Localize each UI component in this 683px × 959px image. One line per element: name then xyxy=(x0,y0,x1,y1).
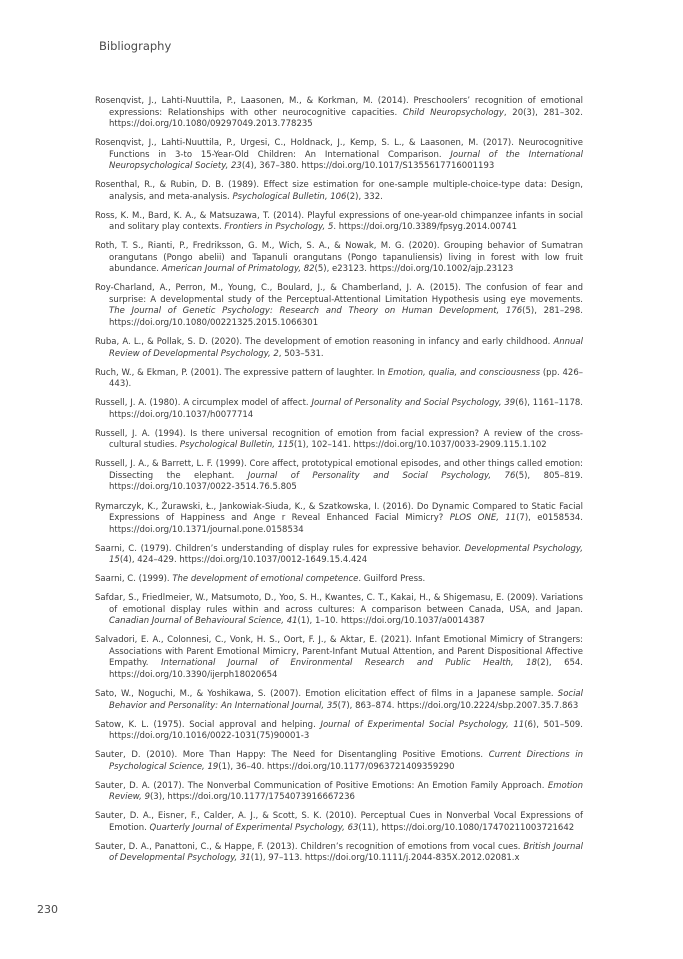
reference-entry xyxy=(95,241,583,276)
reference-entry xyxy=(95,544,583,567)
reference-source: The Journal of Genetic Psychology: Research and Theory on Human Development, 176 xyxy=(109,306,523,317)
reference-source: The development of emotional competence xyxy=(172,574,359,585)
reference-list xyxy=(95,96,583,873)
reference-text: Roth, T. S., Rianti, P., Fredriksson, G. M., Wich, S. A., & Nowak, M. G. (2020). Grouping behavior of Sumatran orangutans (Pongo abelii) and Tapanuli orangutans (Pongo tapanuliensis) living in forest with low fruit abundance. xyxy=(95,241,583,275)
reference-entry xyxy=(95,138,583,173)
reference-entry xyxy=(95,398,583,421)
reference-text: Roy-Charland, A., Perron, M., Young, C., Boulard, J., & Chamberland, J. A. (2015). The confusion of fear and surprise: A developmental study of the Perceptual-Attentional Limitation Hypothesis using eye movements. xyxy=(95,283,583,305)
reference-details: (6), 1161–1178. https://doi.org/10.1037/h0077714 xyxy=(109,398,584,420)
reference-text: Rosenthal, R., & Rubin, D. B. (1989). Effect size estimation for one-sample multiple-choice-type data: Design, analysis, and meta-analysis. xyxy=(95,180,583,202)
reference-entry xyxy=(95,180,583,203)
reference-entry xyxy=(95,842,583,865)
reference-entry xyxy=(95,720,583,743)
reference-text: Rosenqvist, J., Lahti-Nuuttila, P., Urgesi, C., Holdnack, J., Kemp, S. L., & Laasonen, M. (2017). Neurocognitive Functions in 3-to 15-Year-Old Children: An International Comparison. xyxy=(95,138,583,160)
reference-details: (5), e23123. https://doi.org/10.1002/ajp.23123 xyxy=(314,264,514,275)
reference-source: Journal of the International Neuropsychological Society, 23 xyxy=(109,149,583,172)
reference-text: Salvadori, E. A., Colonnesi, C., Vonk, H. S., Oort, F. J., & Aktar, E. (2021). Infant Emotional Mimicry of Strangers: Associations with Parent Emotional Mimicry, Parent-Infant Mutual Attention, and Parent Dispositional Affective Empathy. xyxy=(95,635,583,669)
reference-entry xyxy=(95,211,583,234)
reference-details: (2), 654. https://doi.org/10.3390/ijerph18020654 xyxy=(109,658,583,680)
reference-text: Ruba, A. L., & Pollak, S. D. (2020). The development of emotion reasoning in infancy and early childhood. xyxy=(95,337,554,348)
reference-entry xyxy=(95,811,583,834)
reference-details: (4), 367–380. https://doi.org/10.1017/S1355617716001193 xyxy=(241,161,495,172)
reference-text: Sauter, D. (2010). More Than Happy: The Need for Disentangling Positive Emotions. xyxy=(95,750,489,761)
reference-details: (1), 102–141. https://doi.org/10.1037/0033-2909.115.1.102 xyxy=(293,440,547,451)
reference-source: Social Behavior and Personality: An International Journal, 35 xyxy=(109,689,583,711)
reference-text: Sauter, D. A., Panattoni, C., & Happe, F. (2013). Children’s recognition of emotions from vocal cues. xyxy=(95,841,524,852)
reference-text: Rosenqvist, J., Lahti-Nuuttila, P., Laasonen, M., & Korkman, M. (2014). Preschoolers’ recognition of emotional expressions: Relationships with other neurocognitive capacities. xyxy=(95,96,583,118)
reference-entry xyxy=(95,689,583,712)
reference-text: Russell, J. A., & Barrett, L. F. (1999). Core affect, prototypical emotional episodes, and other things called emotion: Dissecting the elephant. xyxy=(95,459,583,481)
reference-details: (11), https://doi.org/10.1080/17470211003721642 xyxy=(358,822,575,833)
reference-text: Rymarczyk, K., Żurawski, Ł., Jankowiak-Siuda, K., & Szatkowska, I. (2016). Do Dynamic Compared to Static Facial Expressions of Happiness and Ange r Reveal Enhanced Facial Mimicry? xyxy=(95,501,583,524)
reference-entry xyxy=(95,337,583,360)
reference-source: Psychological Bulletin, 106 xyxy=(232,191,347,202)
reference-source: Quarterly Journal of Experimental Psychology, 63 xyxy=(149,822,359,833)
reference-text: Ruch, W., & Ekman, P. (2001). The expressive pattern of laughter. In xyxy=(95,367,388,378)
reference-details: , 503–531. xyxy=(278,348,324,359)
reference-details: (5), 281–298. https://doi.org/10.1080/00221325.2015.1066301 xyxy=(109,306,583,328)
reference-details: , 20(3), 281–302. https://doi.org/10.1080/09297049.2013.778235 xyxy=(109,107,583,129)
reference-source: Psychological Bulletin, 115 xyxy=(179,440,294,451)
reference-text: Russell, J. A. (1980). A circumplex model of affect. xyxy=(95,398,312,409)
reference-entry xyxy=(95,750,583,773)
reference-source: Emotion, qualia, and consciousness xyxy=(387,367,541,378)
reference-entry xyxy=(95,502,583,537)
reference-entry xyxy=(95,459,583,494)
reference-text: Satow, K. L. (1975). Social approval and helping. xyxy=(95,719,321,730)
reference-text: Saarni, C. (1999). xyxy=(95,574,173,585)
running-header: Bibliography xyxy=(99,39,172,53)
reference-entry xyxy=(95,283,583,329)
reference-details: (pp. 426–443). xyxy=(109,367,583,390)
reference-entry xyxy=(95,593,583,628)
reference-text: Saarni, C. (1979). Children’s understanding of display rules for expressive behavior. xyxy=(95,543,465,554)
reference-details: (1), 36–40. https://doi.org/10.1177/0963721409359290 xyxy=(218,761,455,772)
reference-entry xyxy=(95,96,583,131)
reference-entry xyxy=(95,368,583,391)
reference-details: (3), https://doi.org/10.1177/1754073916667236 xyxy=(149,792,355,803)
reference-entry xyxy=(95,429,583,452)
reference-details: (1), 97–113. https://doi.org/10.1111/j.2044-835X.2012.02081.x xyxy=(250,853,520,864)
page-number: 230 xyxy=(37,903,58,916)
reference-source: Frontiers in Psychology, 5 xyxy=(224,222,334,233)
reference-source: Journal of Personality and Social Psychology, 39 xyxy=(311,398,516,409)
reference-entry xyxy=(95,574,583,586)
reference-details: . https://doi.org/10.3389/fpsyg.2014.00741 xyxy=(333,222,518,233)
reference-details: (4), 424–429. https://doi.org/10.1037/0012-1649.15.4.424 xyxy=(119,555,368,566)
reference-details: . Guilford Press. xyxy=(358,574,426,585)
reference-source: Canadian Journal of Behavioural Science, 41 xyxy=(109,616,298,627)
reference-text: Ross, K. M., Bard, K. A., & Matsuzawa, T. (2014). Playful expressions of one-year-old chimpanzee infants in social and solitary play contexts. xyxy=(95,210,583,233)
reference-source: PLOS ONE, 11 xyxy=(449,513,517,524)
reference-text: Sato, W., Noguchi, M., & Yoshikawa, S. (2007). Emotion elicitation effect of films in a Japanese sample. xyxy=(95,689,558,699)
reference-details: (7), 863–874. https://doi.org/10.2224/sbp.2007.35.7.863 xyxy=(337,700,579,711)
reference-text: Safdar, S., Friedlmeier, W., Matsumoto, D., Yoo, S. H., Kwantes, C. T., Kakai, H., & Shigemasu, E. (2009). Variations of emotional display rules within and across cultures: A comparison between Canada, USA, and Japan. xyxy=(95,593,583,615)
reference-details: (2), 332. xyxy=(346,191,383,202)
reference-entry xyxy=(95,781,583,804)
reference-source: Journal of Personality and Social Psychology, 76 xyxy=(247,470,516,481)
reference-text: Russell, J. A. (1994). Is there universal recognition of emotion from facial expression? A review of the cross-cultural studies. xyxy=(95,428,583,451)
reference-source: Emotion Review, 9 xyxy=(109,780,583,803)
reference-details: (6), 501–509. https://doi.org/10.1016/0022-1031(75)90001-3 xyxy=(109,719,584,742)
reference-text: Sauter, D. A., Eisner, F., Calder, A. J., & Scott, S. K. (2010). Perceptual Cues in Nonverbal Vocal Expressions of Emotion. xyxy=(95,811,583,833)
reference-details: (1), 1–10. https://doi.org/10.1037/a0014387 xyxy=(297,616,485,627)
reference-text: Sauter, D. A. (2017). The Nonverbal Communication of Positive Emotions: An Emotion Family Approach. xyxy=(95,780,548,791)
reference-source: Current Directions in Psychological Science, 19 xyxy=(109,750,583,772)
reference-source: International Journal of Environmental Research and Public Health, 18 xyxy=(160,658,537,669)
reference-source: American Journal of Primatology, 82 xyxy=(161,264,315,275)
reference-details: (5), 805–819. https://doi.org/10.1037/0022-3514.76.5.805 xyxy=(109,470,584,493)
reference-source: Child Neuropsychology xyxy=(402,107,504,118)
reference-source: Journal of Experimental Social Psychology, 11 xyxy=(320,719,525,730)
reference-source: British Journal of Developmental Psychology, 31 xyxy=(109,841,583,864)
reference-details: (7), e0158534. https://doi.org/10.1371/journal.pone.0158534 xyxy=(109,513,584,535)
reference-entry xyxy=(95,635,583,681)
reference-source: Annual Review of Developmental Psychology, 2 xyxy=(109,337,583,359)
reference-source: Developmental Psychology, 15 xyxy=(109,543,583,566)
